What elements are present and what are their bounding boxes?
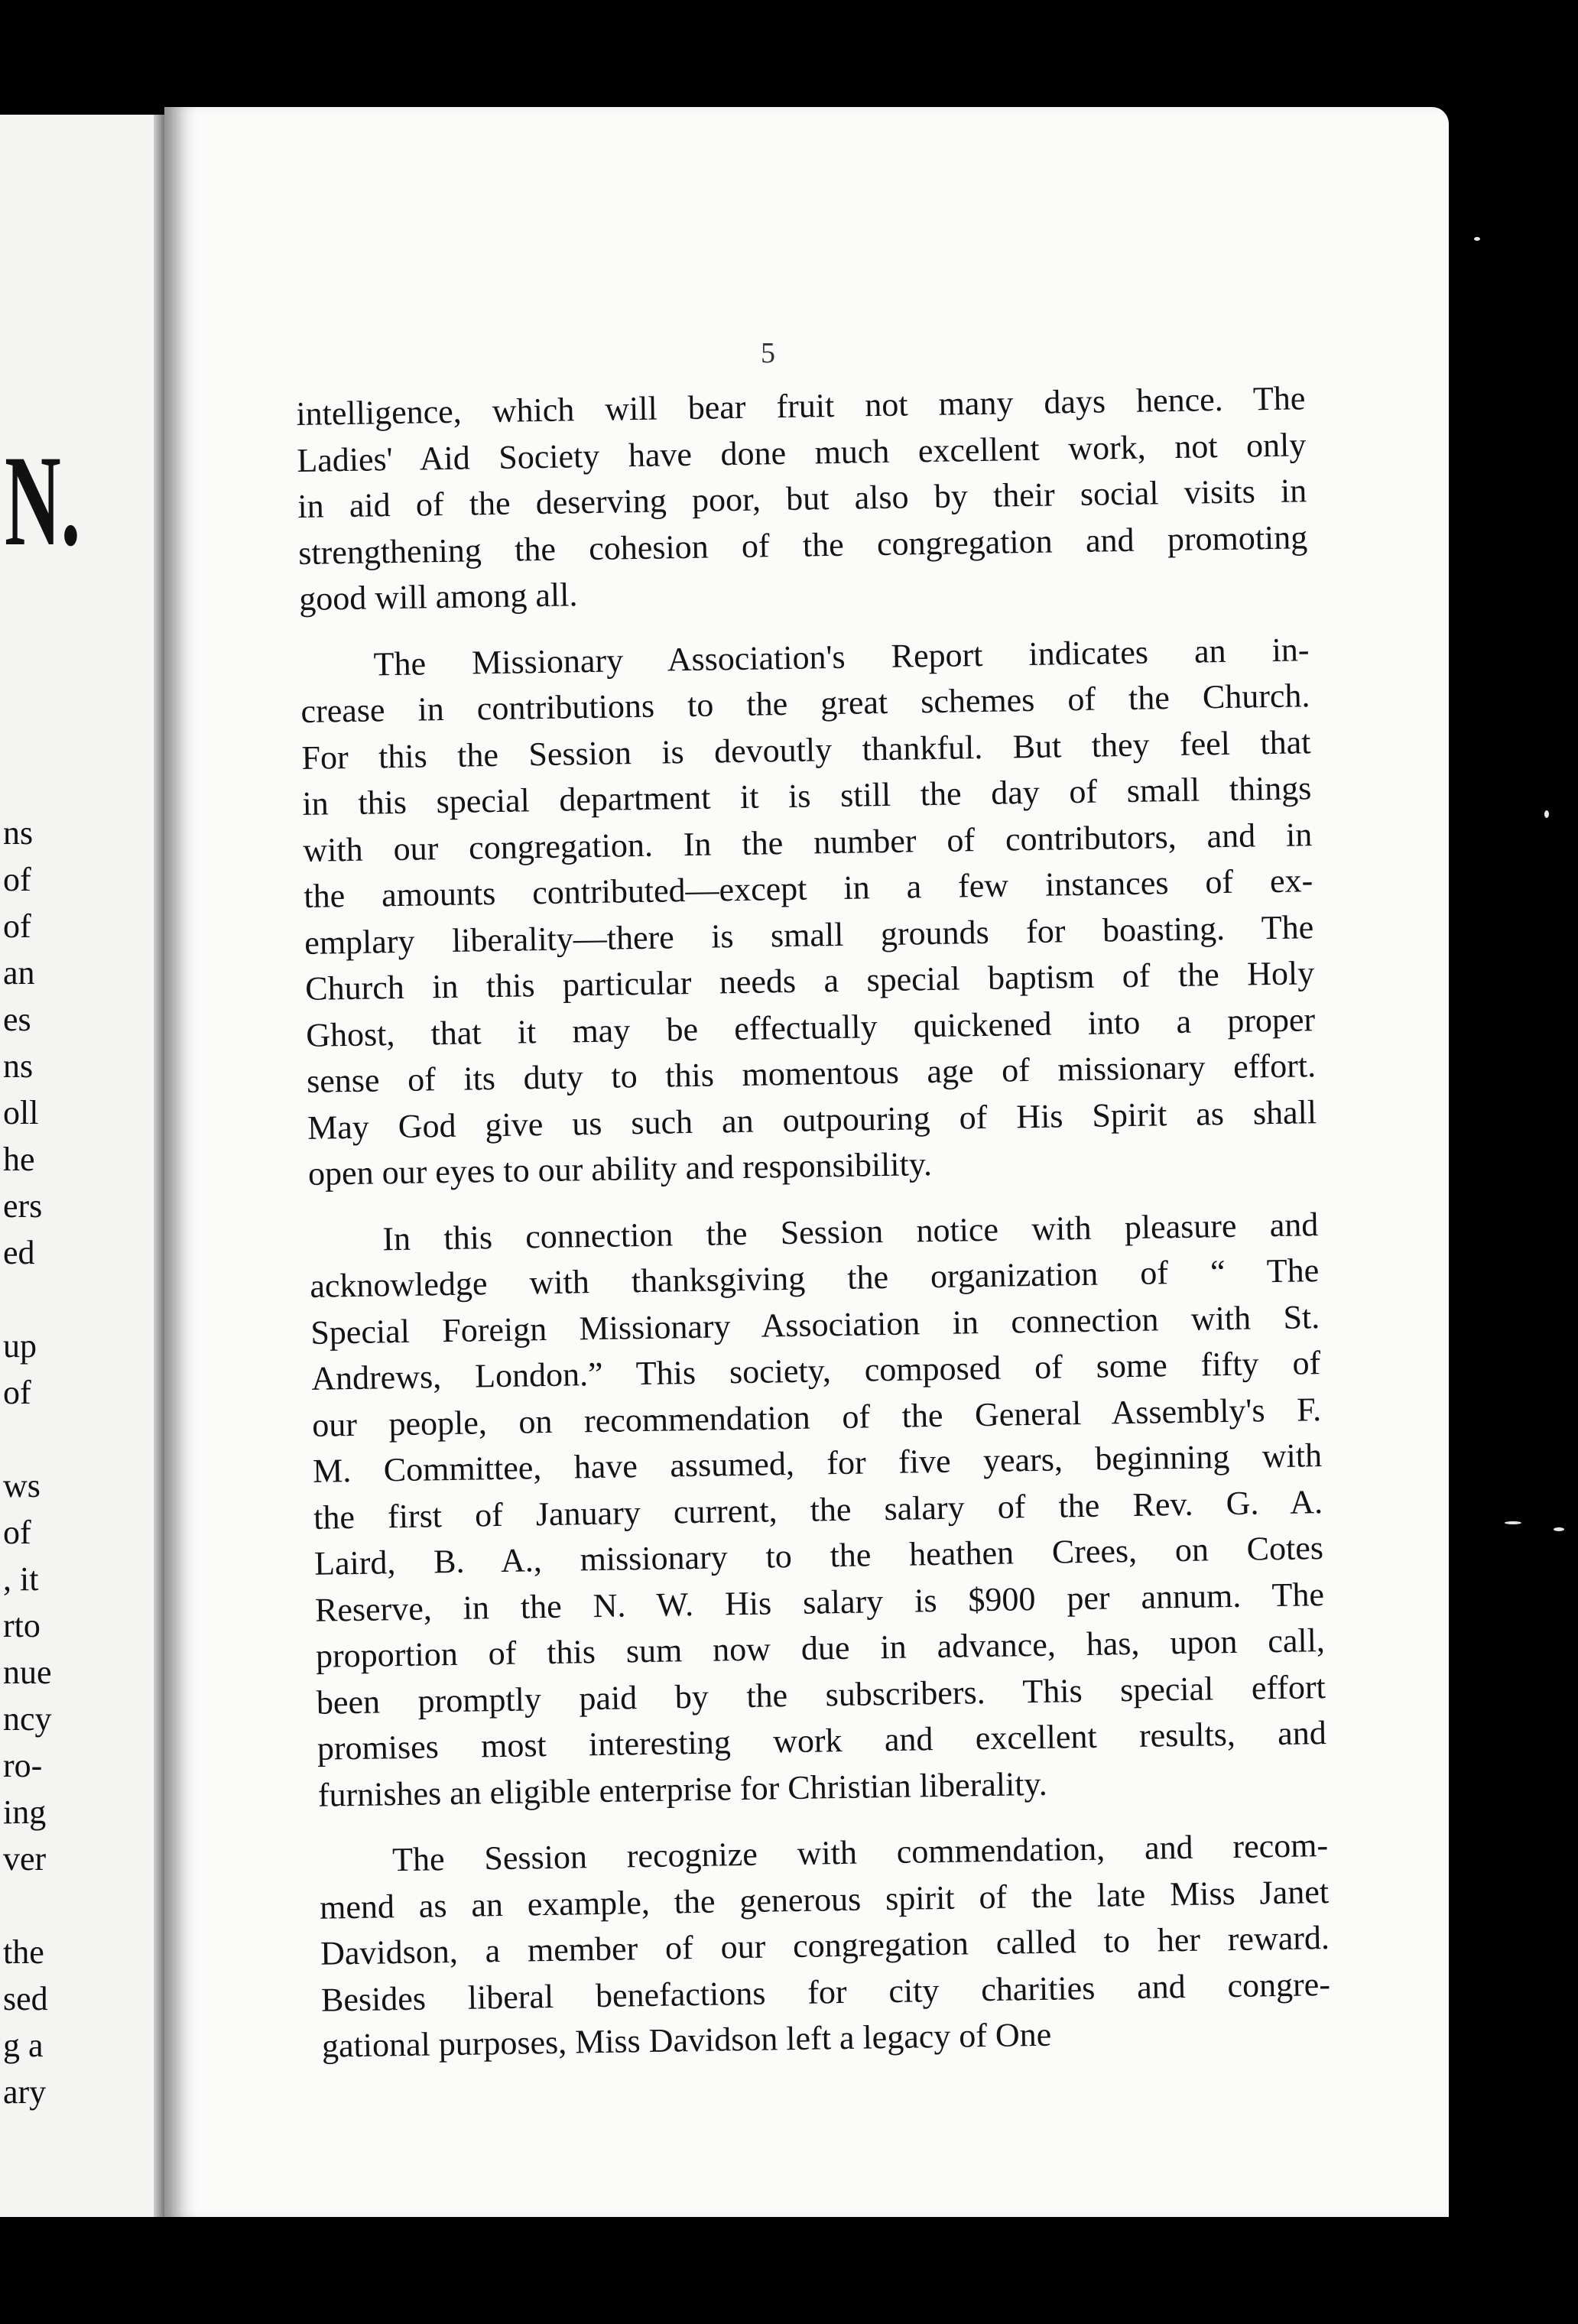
text-line: Special Foreign Missionary Association in connection with St. [310,1297,1320,1352]
left-page-fragment: es [3,1001,31,1038]
left-page-fragment: ncy [3,1700,52,1738]
text-line: our people, on recommendation of the General Assembly's F. [311,1390,1322,1444]
text-line: mend as an example, the generous spirit of the late Miss Janet [319,1872,1330,1926]
dust-mark [1544,810,1549,818]
text-line: proportion of this sum now due in advance, has, upon call, [315,1621,1326,1675]
left-page-fragment: ro- [3,1747,43,1784]
dust-mark [1474,237,1480,241]
text-line: Besides liberal benefactions for city charities and congre- [320,1965,1331,2019]
text-line: Ghost, that it may be effectually quickened into a proper [305,1000,1316,1054]
text-line: the first of January current, the salary of the Rev. G. A. [313,1482,1323,1537]
left-page-fragment: g a [3,2027,44,2064]
text-line: The Missionary Association's Report indicates an in- [373,630,1310,683]
text-line: with our congregation. In the number of contributors, and in [303,815,1313,869]
text-line: Church in this particular needs a special baptism of the Holy [304,954,1315,1008]
text-line: Davidson, a member of our congregation called to her reward. [320,1919,1330,1972]
paragraph [309,1202,1327,1819]
text-line: sense of its duty to this momentous age of missionary effort. [306,1047,1317,1100]
dust-mark [1554,1527,1564,1531]
text-line: Andrews, London.” This society, composed of some fifty of [310,1344,1321,1397]
left-page-fragment: ver [3,1840,47,1878]
text-line: in aid of the deserving poor, but also by their social visits in [297,472,1307,525]
text-line: open our eyes to our ability and responsibility. [307,1145,933,1193]
left-page-heading-fragment: N. [5,429,81,573]
left-page-fragment: ary [3,2073,47,2111]
left-page-fragment: , it [3,1560,39,1598]
left-page-fragment: sed [3,1980,48,2017]
text-line: Laird, B. A., missionary to the heathen Crees, on Cotes [313,1529,1324,1582]
dust-mark [1505,1521,1521,1524]
paragraph [296,375,1309,622]
text-line: strengthening the cohesion of the congregation and promoting [297,518,1308,572]
page-body-text [296,375,1332,2089]
paragraph [319,1823,1332,2069]
text-line: Ladies' Aid Society have done much excellent work, not only [297,425,1307,479]
text-line: gational purposes, Miss Davidson left a legacy of One [321,2015,1052,2065]
left-page-fragment: of [3,1374,31,1411]
left-page-fragment: up [3,1327,37,1365]
left-page-fragment: of [3,907,31,945]
left-page-fragment: ns [3,1047,34,1085]
text-line: Reserve, in the N. W. His salary is $900 per annum. The [314,1575,1325,1629]
left-page-fragment: oll [3,1094,39,1131]
paragraph [300,627,1317,1198]
text-line: furnishes an eligible enterprise for Christian liberality. [317,1764,1047,1814]
left-page-fragment: the [3,1933,44,1971]
left-page-fragment: of [3,861,31,898]
right-page [164,107,1449,2217]
left-page-fragment: rto [3,1607,41,1644]
left-page-fragment: of [3,1514,31,1551]
text-line: For this the Session is devoutly thankful. But they feel that [301,722,1311,777]
text-line: been promptly paid by the subscribers. This special effort [316,1667,1326,1722]
text-line: The Session recognize with commendation, and recom- [391,1826,1329,1879]
left-page-fragment: an [3,954,35,992]
left-page-fragment: ns [3,814,34,852]
page-number: 5 [761,337,775,369]
page-gutter [154,115,164,2217]
text-line: good will among all. [298,576,578,618]
text-line: M. Committee, have assumed, for five years, beginning with [312,1436,1323,1490]
text-line: emplary liberality—there is small grounds for boasting. The [304,907,1314,962]
left-page-fragment: ed [3,1234,35,1271]
text-line: in this special department it is still the day of small things [302,769,1312,823]
text-line: the amounts contributed—except in a few instances of ex- [303,862,1313,915]
left-page [0,115,164,2217]
left-page-fragment: ing [3,1793,47,1831]
text-line: promises most interesting work and excellent results, and [317,1714,1327,1767]
text-line: acknowledge with thanksgiving the organization of “ The [310,1251,1320,1305]
left-page-fragment: ws [3,1467,41,1504]
left-page-fragment: ers [3,1187,43,1225]
text-line: May God give us such an outpouring of His Spirit as shall [307,1092,1317,1147]
left-page-fragment: nue [3,1654,52,1691]
text-line: In this connection the Session notice with pleasure and [382,1205,1319,1258]
left-page-fragment: he [3,1141,35,1178]
text-line: crease in contributions to the great schemes of the Church. [300,677,1310,730]
text-line: intelligence, which will bear fruit not many days hence. The [296,379,1306,433]
